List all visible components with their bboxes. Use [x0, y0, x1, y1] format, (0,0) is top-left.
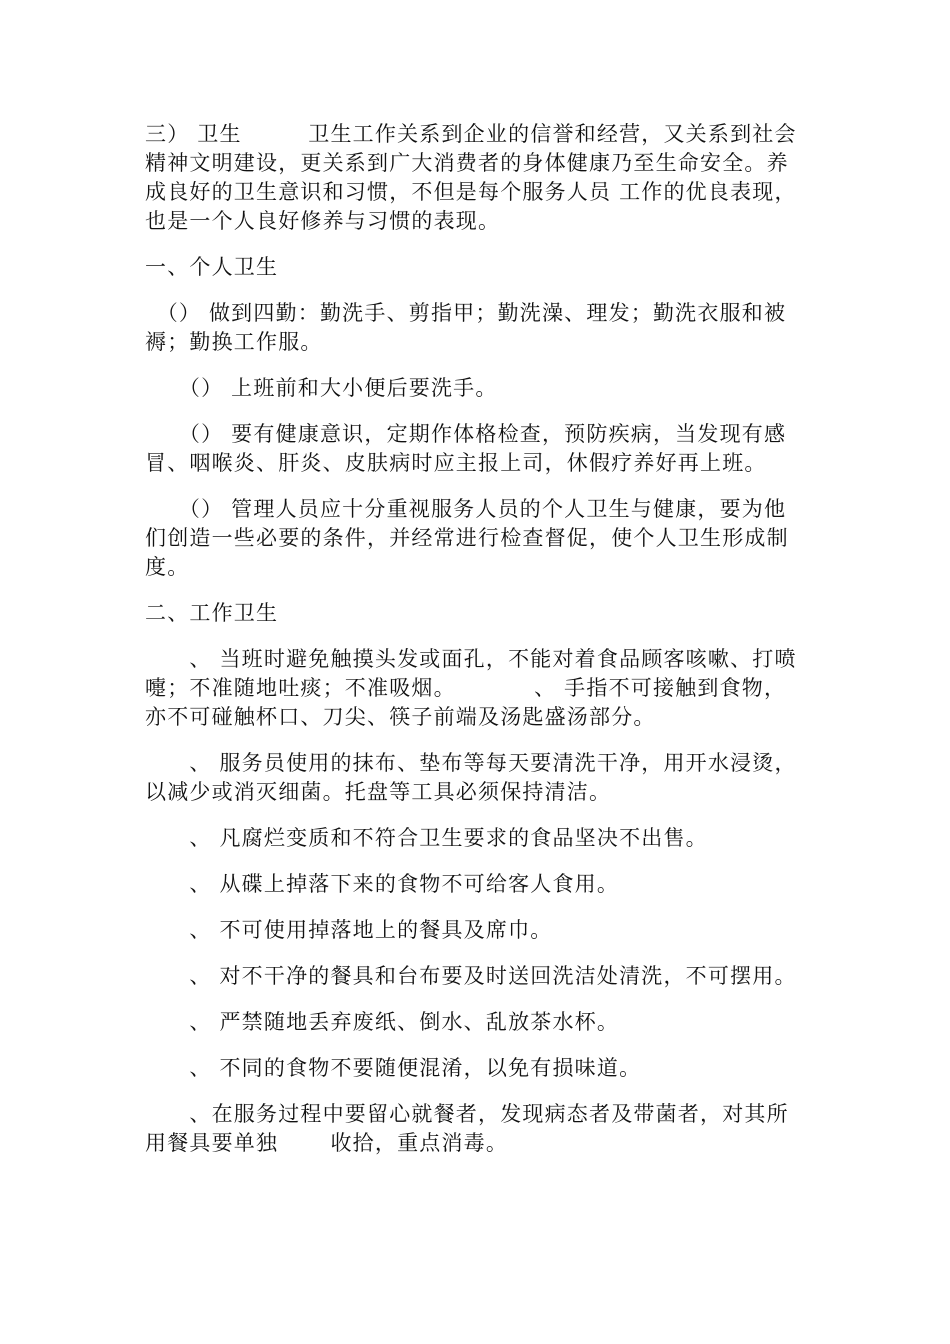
intro-paragraph: 三） 卫生 卫生工作关系到企业的信誉和经营，又关系到社会精神文明建设，更关系到广大消费者的身体健康乃至生命安全。养成良好的卫生意识和习惯，不但是每个服务人员 工作的优良表现，也是一个人良好修养与习惯的表现。: [145, 122, 797, 233]
personal-hygiene-item: （） 要有健康意识，定期作体格检查，预防疾病，当发现有感冒、咽喉炎、肝炎、皮肤病时应主报上司，休假疗养好再上班。: [145, 422, 787, 475]
work-hygiene-item: 、 从碟上掉落下来的食物不可给客人食用。: [145, 872, 620, 896]
document-page: [145, 120, 805, 1175]
work-hygiene-item: 、 对不干净的餐具和台布要及时送回洗洁处清洗，不可摆用。: [145, 964, 797, 988]
work-hygiene-item: 、 不同的食物不要随便混淆，以免有损味道。: [145, 1056, 642, 1080]
personal-hygiene-item: （） 管理人员应十分重视服务人员的个人卫生与健康，要为他们创造一些必要的条件，并经常进行检查督促，使个人卫生形成制度。: [145, 497, 789, 579]
personal-hygiene-item: （） 做到四勤：勤洗手、剪指甲；勤洗澡、理发；勤洗衣服和被褥；勤换工作服。: [145, 301, 787, 354]
section-heading-personal-hygiene: 一、个人卫生: [145, 255, 279, 279]
work-hygiene-item: 、在服务过程中要留心就餐者，发现病态者及带菌者，对其所用餐具要单独 收拾，重点消毒。: [145, 1102, 789, 1155]
work-hygiene-item: 、 服务员使用的抹布、垫布等每天要清洗干净，用开水浸烫，以减少或消灭细菌。托盘等工具必须保持清洁。: [145, 751, 797, 804]
work-hygiene-item: 、 当班时避免触摸头发或面孔，不能对着食品顾客咳嗽、打喷嚏；不准随地吐痰；不准吸烟。 、 手指不可接触到食物，亦不可碰触杯口、刀尖、筷子前端及汤匙盛汤部分。: [145, 647, 797, 729]
work-hygiene-item: 、 不可使用掉落地上的餐具及席巾。: [145, 918, 553, 942]
section-heading-work-hygiene: 二、工作卫生: [145, 601, 279, 625]
personal-hygiene-item: （） 上班前和大小便后要洗手。: [145, 376, 498, 400]
work-hygiene-item: 、 凡腐烂变质和不符合卫生要求的食品坚决不出售。: [145, 826, 708, 850]
work-hygiene-item: 、 严禁随地丢弃废纸、倒水、乱放茶水杯。: [145, 1010, 620, 1034]
